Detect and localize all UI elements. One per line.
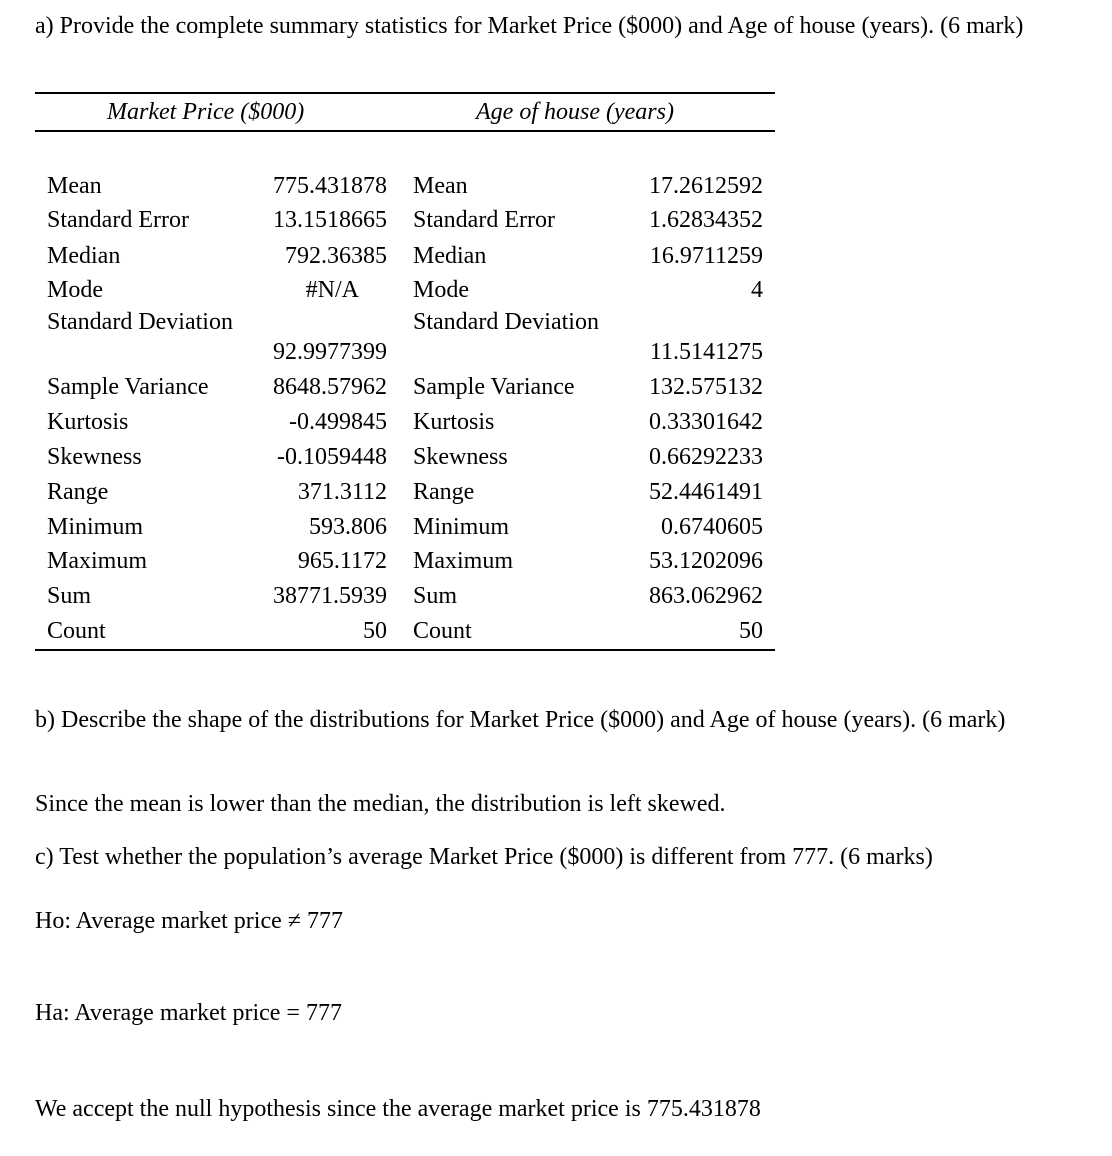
- row-value-age: 0.66292233: [649, 444, 763, 470]
- row-label-market-price: Range: [47, 479, 109, 505]
- row-value-market-price: -0.499845: [289, 409, 387, 435]
- row-value-age: 50: [739, 618, 763, 644]
- question-b: b) Describe the shape of the distributions for Market Price ($000) and Age of house (years). (6 mark): [35, 707, 1006, 733]
- alternative-hypothesis: Ha: Average market price = 777: [35, 1000, 342, 1026]
- row-label-age: Sample Variance: [413, 374, 575, 400]
- row-value-market-price: 50: [363, 618, 387, 644]
- row-value-age: 16.9711259: [649, 243, 763, 269]
- row-label-age: Kurtosis: [413, 409, 495, 435]
- row-label-age: Median: [413, 243, 487, 269]
- row-label-market-price: Standard Error: [47, 207, 189, 233]
- conclusion: We accept the null hypothesis since the average market price is 775.431878: [35, 1096, 761, 1122]
- row-label-market-price: Sample Variance: [47, 374, 209, 400]
- row-value-market-price: -0.1059448: [277, 444, 387, 470]
- row-label-market-price: Standard Deviation: [47, 309, 233, 335]
- row-label-market-price: Count: [47, 618, 106, 644]
- row-label-age: Sum: [413, 583, 458, 609]
- row-value-market-price: 593.806: [309, 514, 387, 540]
- row-value-market-price: 792.36385: [285, 243, 387, 269]
- row-label-market-price: Minimum: [47, 514, 144, 540]
- row-value-market-price: 8648.57962: [273, 374, 387, 400]
- row-value-market-price: #N/A: [305, 277, 359, 303]
- row-value-age: 17.2612592: [649, 173, 763, 199]
- row-label-market-price: Skewness: [47, 444, 142, 470]
- row-label-age: Skewness: [413, 444, 508, 470]
- row-label-age: Standard Error: [413, 207, 555, 233]
- row-label-age: Count: [413, 618, 472, 644]
- row-label-market-price: Mode: [47, 277, 103, 303]
- row-label-market-price: Kurtosis: [47, 409, 129, 435]
- table-header-rule: [35, 130, 775, 132]
- row-value-age: 4: [751, 277, 763, 303]
- row-value-age: 11.5141275: [649, 339, 763, 365]
- row-value-age: 1.62834352: [649, 207, 763, 233]
- summary-statistics-table: [35, 92, 775, 652]
- row-value-age: 0.33301642: [649, 409, 763, 435]
- row-label-age: Range: [413, 479, 475, 505]
- row-label-age: Minimum: [413, 514, 510, 540]
- column-header-market-price: Market Price ($000): [107, 99, 305, 125]
- row-value-age: 132.575132: [649, 374, 763, 400]
- table-top-rule: [35, 92, 775, 94]
- row-value-market-price: 775.431878: [273, 173, 387, 199]
- null-hypothesis: Ho: Average market price ≠ 777: [35, 908, 343, 934]
- row-value-age: 52.4461491: [649, 479, 763, 505]
- row-value-age: 53.1202096: [649, 548, 763, 574]
- row-label-market-price: Median: [47, 243, 121, 269]
- answer-b: Since the mean is lower than the median, the distribution is left skewed.: [35, 791, 726, 817]
- question-a: a) Provide the complete summary statistics for Market Price ($000) and Age of house (years). (6 mark): [35, 13, 1024, 39]
- row-value-market-price: 371.3112: [297, 479, 387, 505]
- row-value-age: 0.6740605: [661, 514, 763, 540]
- row-value-market-price: 92.9977399: [273, 339, 387, 365]
- row-label-market-price: Sum: [47, 583, 92, 609]
- row-value-market-price: 965.1172: [297, 548, 387, 574]
- question-c: c) Test whether the population’s average Market Price ($000) is different from 777. (6 marks): [35, 844, 933, 870]
- row-value-market-price: 38771.5939: [273, 583, 387, 609]
- column-header-age: Age of house (years): [476, 99, 674, 125]
- row-label-age: Maximum: [413, 548, 513, 574]
- row-value-market-price: 13.1518665: [273, 207, 387, 233]
- row-label-market-price: Mean: [47, 173, 102, 199]
- row-value-age: 863.062962: [649, 583, 763, 609]
- table-bottom-rule: [35, 649, 775, 651]
- row-label-age: Mean: [413, 173, 468, 199]
- row-label-age: Standard Deviation: [413, 309, 599, 335]
- row-label-age: Mode: [413, 277, 469, 303]
- row-label-market-price: Maximum: [47, 548, 147, 574]
